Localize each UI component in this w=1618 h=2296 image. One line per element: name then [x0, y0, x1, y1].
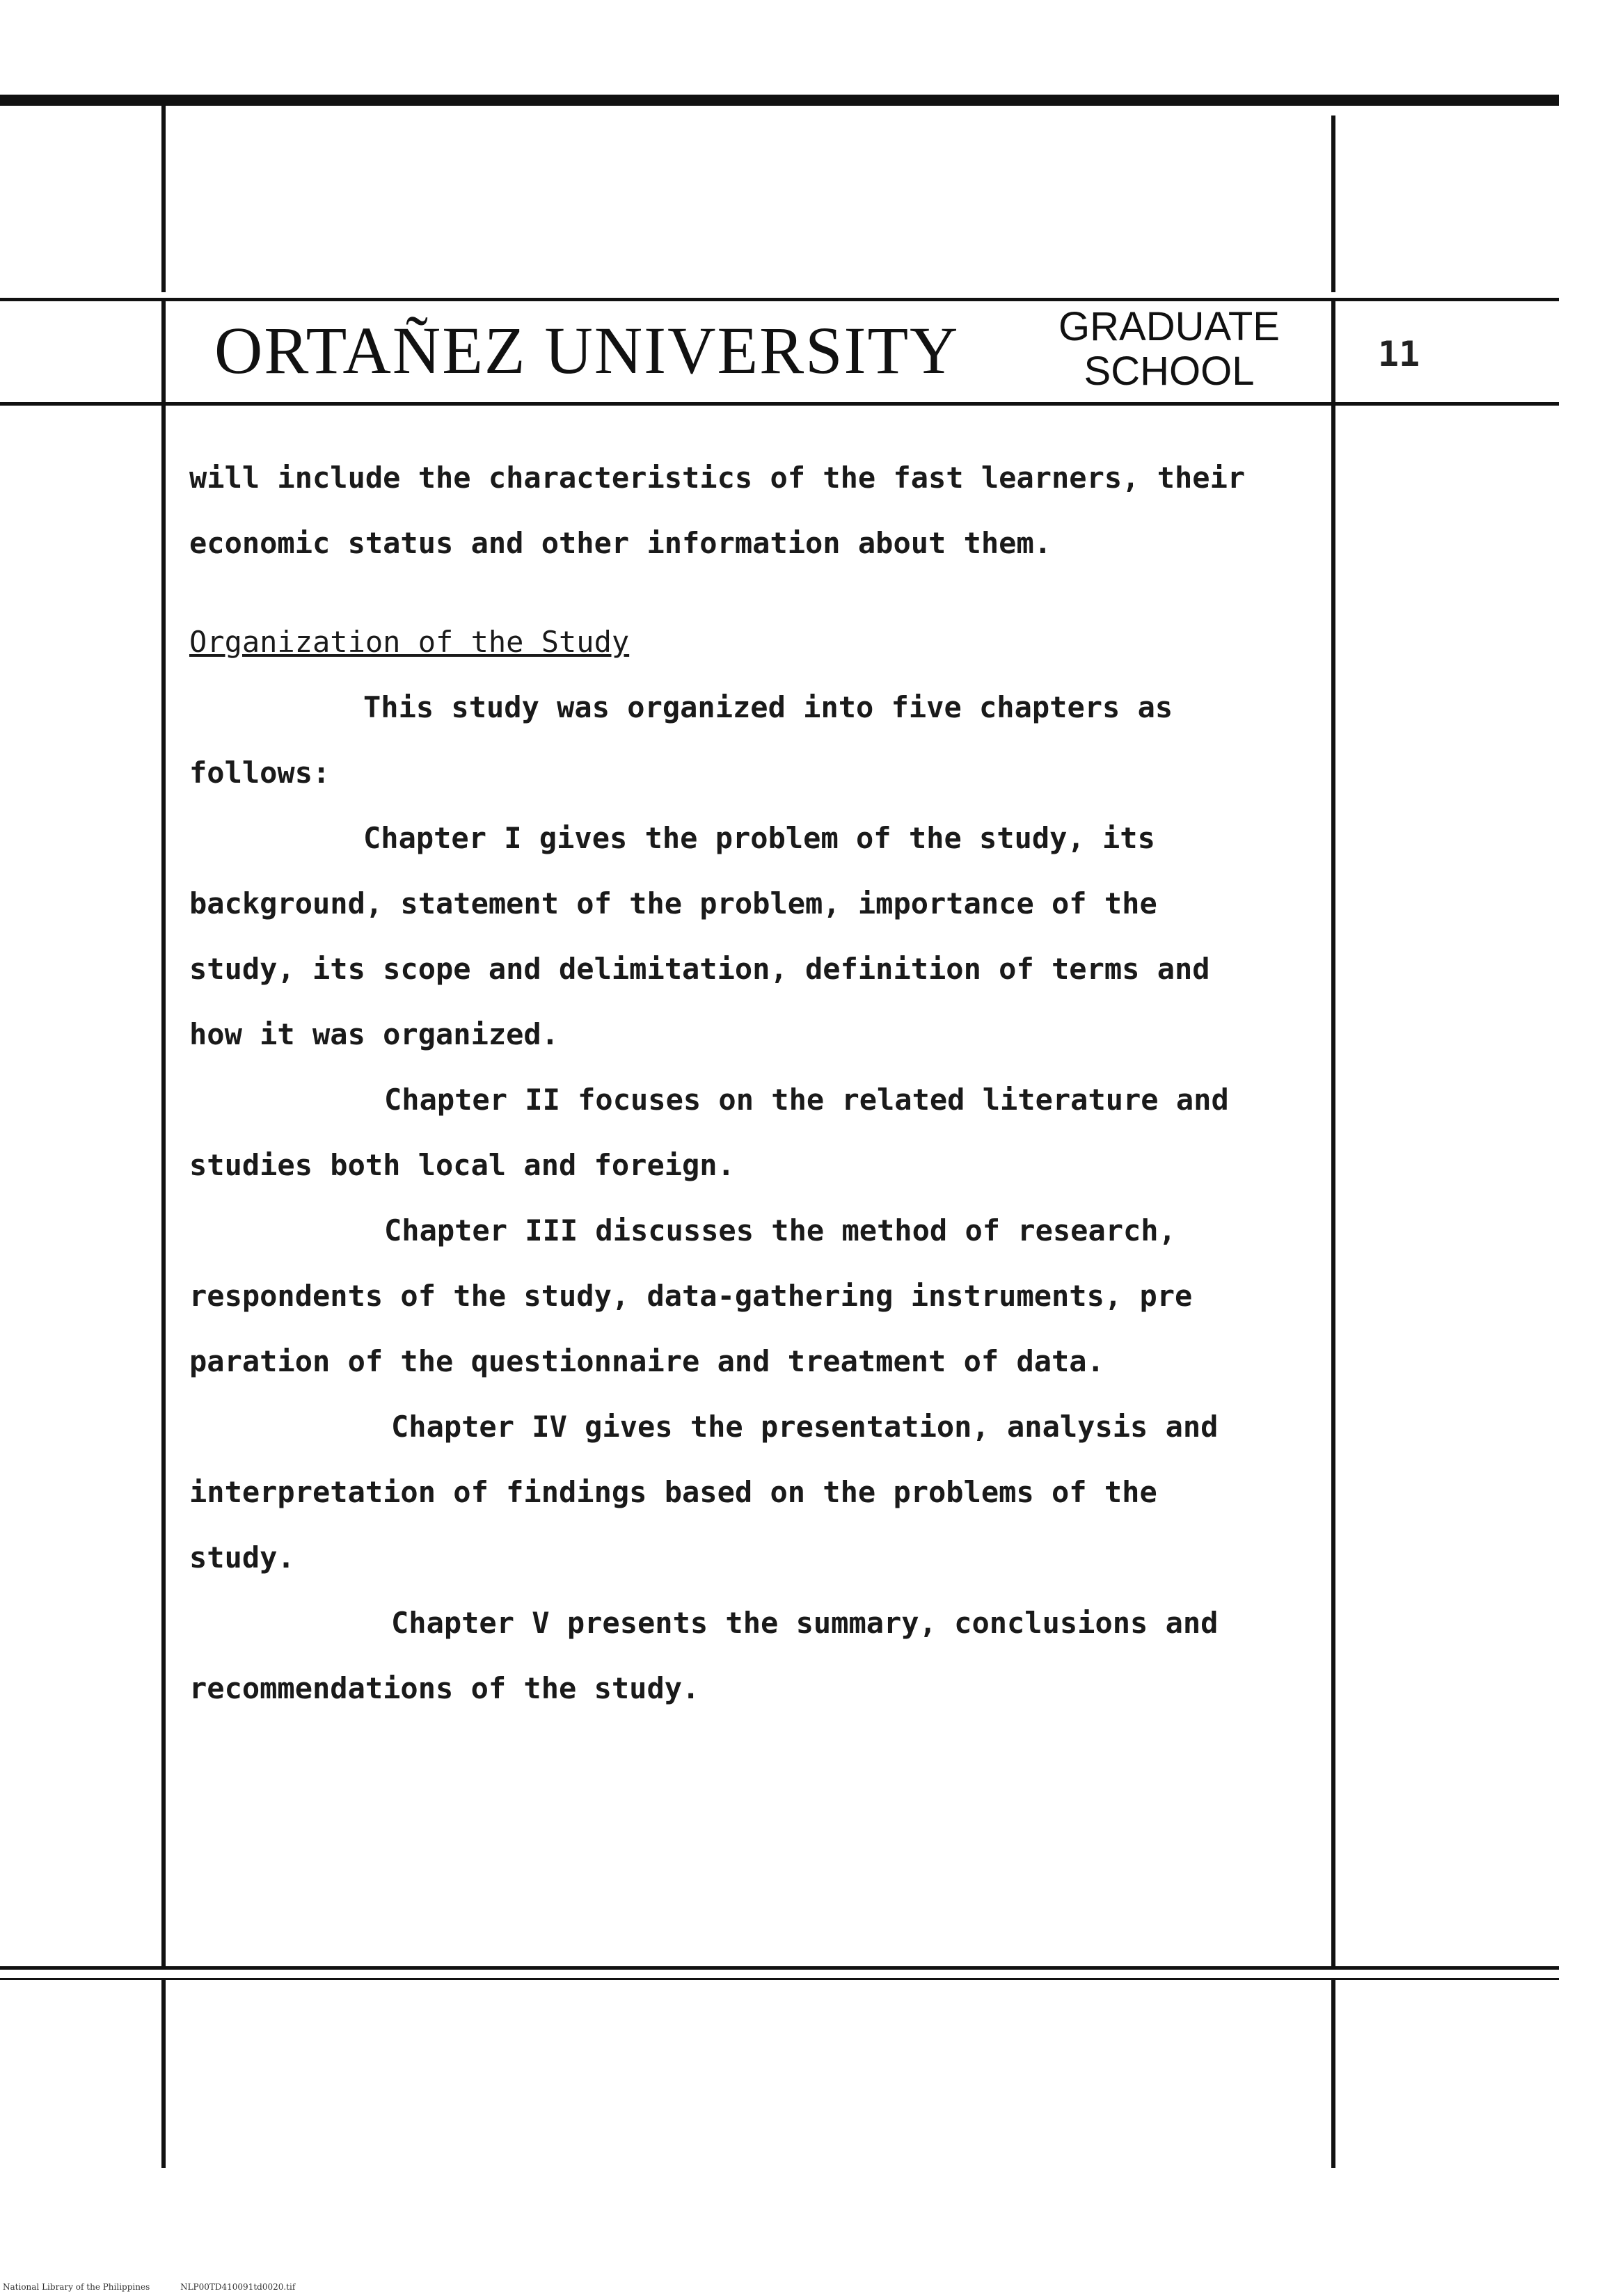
chapter-5-line: recommendations of the study. [189, 1671, 700, 1705]
chapter-3-line: respondents of the study, data-gathering instruments, pre [189, 1279, 1193, 1313]
text-line: will include the characteristics of the fast learners, their [189, 461, 1246, 495]
left-margin-line [161, 1980, 166, 2168]
graduate-word: GRADUATE [1058, 304, 1280, 349]
chapter-3-line: Chapter III discusses the method of research, [384, 1213, 1176, 1247]
university-name: ORTAÑEZ UNIVERSITY [214, 313, 960, 388]
file-label: NLP00TD410091td0020.tif [180, 2282, 296, 2292]
chapter-3-line: paration of the questionnaire and treatment of data. [189, 1344, 1104, 1378]
right-margin-line [1331, 1980, 1335, 2168]
header-rule-bottom [0, 402, 1559, 406]
text-line: follows: [189, 756, 331, 790]
left-margin-line [161, 106, 166, 292]
header-rule-top [0, 298, 1559, 301]
right-margin-line [1331, 115, 1335, 292]
left-margin-line [161, 406, 166, 1966]
graduate-school-label [1037, 305, 1301, 394]
top-border-bar [0, 95, 1559, 106]
left-margin-line [161, 301, 166, 402]
school-word: SCHOOL [1084, 349, 1255, 394]
chapter-4-line: interpretation of findings based on the problems of the [189, 1475, 1157, 1509]
chapter-1-line: how it was organized. [189, 1017, 560, 1051]
library-label: National Library of the Philippines [3, 2282, 150, 2292]
chapter-4-line: Chapter IV gives the presentation, analysis and [391, 1410, 1219, 1444]
footer-rule [0, 1966, 1559, 1970]
footer-rule-thin [0, 1978, 1559, 1980]
text-line: This study was organized into five chapters as [363, 690, 1173, 724]
chapter-2-line: studies both local and foreign. [189, 1148, 735, 1182]
page-body [189, 445, 1358, 1721]
chapter-1-line: background, statement of the problem, importance of the [189, 886, 1157, 920]
text-line: economic status and other information about them. [189, 526, 1052, 560]
chapter-5-line: Chapter V presents the summary, conclusions and [391, 1606, 1219, 1640]
section-heading: Organization of the Study [189, 625, 630, 659]
chapter-2-line: Chapter II focuses on the related literature and [384, 1083, 1229, 1117]
scan-footer [3, 2282, 323, 2292]
page-number: 11 [1378, 334, 1420, 374]
chapter-1-line: study, its scope and delimitation, definition of terms and [189, 952, 1210, 986]
chapter-4-line: study. [189, 1540, 295, 1574]
right-margin-line [1331, 301, 1335, 402]
chapter-1-line: Chapter I gives the problem of the study, its [363, 821, 1155, 855]
